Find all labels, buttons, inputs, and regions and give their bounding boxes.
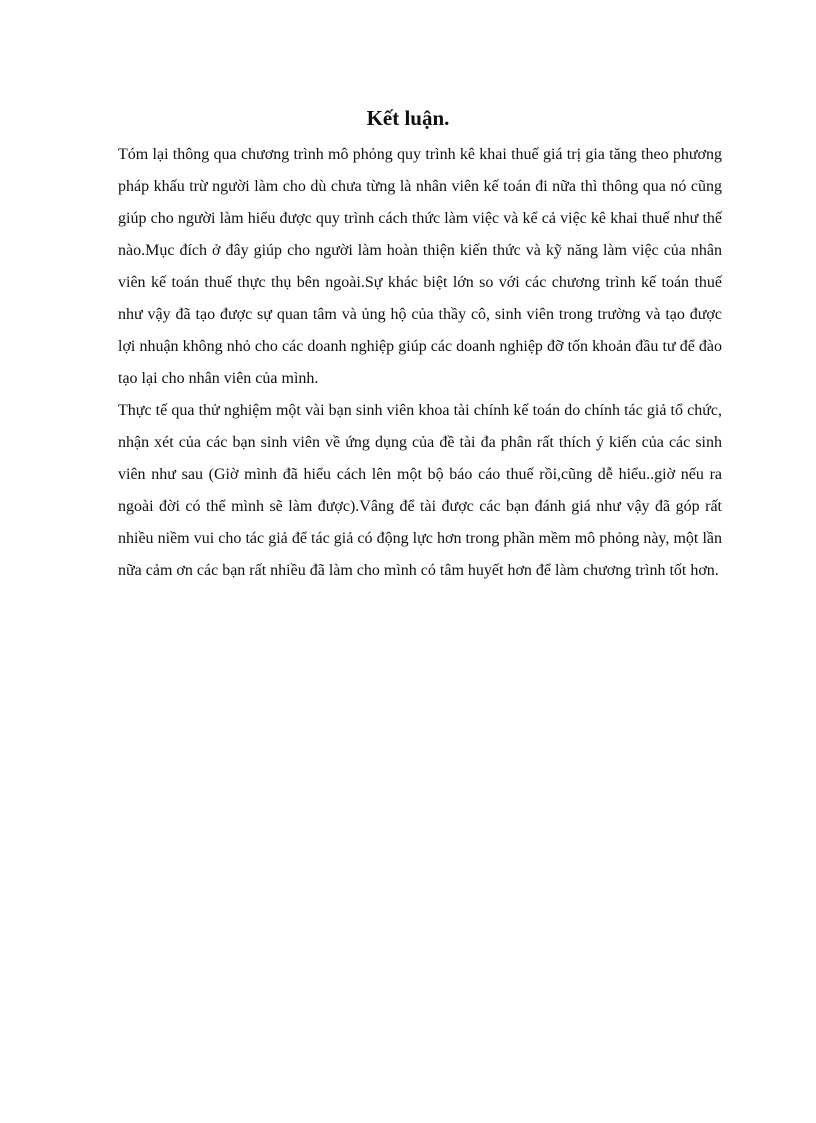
paragraph-2: Thực tế qua thử nghiệm một vài bạn sinh viên khoa tài chính kế toán do chính tác giả tổ chức, nhận xét của các bạn sinh viên về ứng dụng của đề tài đa phân rất thích ý kiến của các sinh viên như sau (Giờ mình đã hiểu cách lên một bộ báo cáo thuế rồi,cũng dễ hiểu..giờ nếu ra ngoài đời có thể mình sẽ làm được).Vâng để tài được các bạn đánh giá như vậy đã góp rất nhiều niềm vui cho tác giả để tác giả có động lực hơn trong phần mềm mô phỏng này, một lần nữa cảm ơn các bạn rất nhiều đã làm cho mình có tâm huyết hơn để làm chương trình tốt hơn.: [118, 402, 722, 579]
page-title: Kết luận.: [366, 106, 450, 130]
paragraph-1: Tóm lại thông qua chương trình mô phỏng quy trình kê khai thuế giá trị gia tăng theo phương pháp khấu trừ người làm cho dù chưa từng là nhân viên kế toán đi nữa thì thông qua nó cũng giúp cho người làm hiểu được quy trình cách thức làm việc và kể cả việc kê khai thuế như thế nào.Mục đích ở đây giúp cho người làm hoàn thiện kiến thức và kỹ năng làm việc của nhân viên kế toán thuế thực thụ bên ngoài.Sự khác biệt lớn so với các chương trình kế toán thuế như vậy đã tạo được sự quan tâm và ủng hộ của thầy cô, sinh viên trong trường và tạo được lợi nhuận không nhỏ cho các doanh nghiệp giúp các doanh nghiệp đỡ tốn khoản đầu tư để đào tạo lại cho nhân viên của mình.: [118, 146, 722, 387]
body-text: [118, 139, 722, 587]
